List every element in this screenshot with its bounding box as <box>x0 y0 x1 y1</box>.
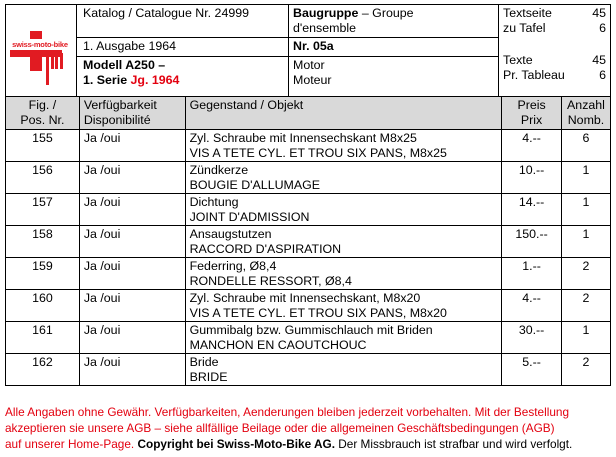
position-number: 157 <box>6 194 80 226</box>
texte-value: 45 <box>592 53 606 67</box>
table-row <box>6 354 611 386</box>
price: 10.-- <box>502 162 562 194</box>
position-number: 162 <box>6 354 80 386</box>
price: 5.-- <box>502 354 562 386</box>
copyright-notice: Copyright bei Swiss-Moto-Bike AG. <box>137 437 335 451</box>
table-row <box>6 258 611 290</box>
textseite-label: Textseite <box>503 6 552 20</box>
description: Bride BRIDE <box>185 354 502 386</box>
position-number: 156 <box>6 162 80 194</box>
quantity: 2 <box>561 354 610 386</box>
quantity: 1 <box>561 194 610 226</box>
series-line: 1. Serie Jg. 1964 <box>83 73 180 87</box>
price: 1.-- <box>502 258 562 290</box>
pr-tableau-value: 6 <box>599 68 606 82</box>
table-row <box>6 194 611 226</box>
zu-tafel-value: 6 <box>599 21 606 35</box>
price: 30.-- <box>502 322 562 354</box>
description: Zündkerze BOUGIE D'ALLUMAGE <box>185 162 502 194</box>
table-row <box>6 226 611 258</box>
header-divider <box>76 5 77 96</box>
texte-label: Texte <box>503 53 533 67</box>
series-year: Jg. 1964 <box>130 73 180 87</box>
availability: Ja /oui <box>79 130 185 162</box>
header-divider <box>76 56 498 57</box>
description: Ansaugstutzen RACCORD D'ASPIRATION <box>185 226 502 258</box>
disclaimer-line: akzeptieren sie unsere AGB – siehe allfällige Beilage oder die allgemeinen Geschäftsbedingungen (AGB) <box>5 421 555 435</box>
position-number: 159 <box>6 258 80 290</box>
price: 4.-- <box>502 290 562 322</box>
col-description: Gegenstand / Objekt <box>185 97 502 130</box>
col-fig: Fig. / Pos. Nr. <box>6 97 80 130</box>
description: Zyl. Schraube mit Innensechskant M8x25 VIS A TETE CYL. ET TROU SIX PANS, M8x25 <box>185 130 502 162</box>
availability: Ja /oui <box>79 354 185 386</box>
catalogue-number: Katalog / Catalogue Nr. 24999 <box>83 6 250 20</box>
availability: Ja /oui <box>79 322 185 354</box>
model-line: Modell A250 – <box>83 58 166 72</box>
textseite-value: 45 <box>592 6 606 20</box>
table-row <box>6 290 611 322</box>
assembly-group: Baugruppe – Groupe <box>293 6 414 20</box>
catalogue-header <box>5 4 611 97</box>
group-number: Nr. 05a <box>293 39 334 53</box>
quantity: 1 <box>561 162 610 194</box>
quantity: 2 <box>561 258 610 290</box>
swiss-moto-bike-logo: swiss-moto-bike <box>10 31 70 71</box>
edition: 1. Ausgabe 1964 <box>83 39 177 53</box>
description: Zyl. Schraube mit Innensechskant, M8x20 VIS A TETE CYL. ET TROU SIX PANS, M8x20 <box>185 290 502 322</box>
assembly-group-fr: d'ensemble <box>293 21 356 35</box>
header-divider <box>498 5 499 96</box>
position-number: 160 <box>6 290 80 322</box>
disclaimer-line: Alle Angaben ohne Gewähr. Verfügbarkeiten, Aenderungen bleiben jederzeit vorbehalten. Mit der Bestellung <box>5 405 570 419</box>
quantity: 2 <box>561 290 610 322</box>
table-row <box>6 130 611 162</box>
availability: Ja /oui <box>79 194 185 226</box>
table-header-row <box>6 97 611 130</box>
price: 14.-- <box>502 194 562 226</box>
description: Federring, Ø8,4 RONDELLE RESSORT, Ø8,4 <box>185 258 502 290</box>
table-row <box>6 322 611 354</box>
position-number: 155 <box>6 130 80 162</box>
copyright-line: auf unserer Home-Page. Copyright bei Swiss-Moto-Bike AG. Der Missbrauch ist strafbar und wird verfolgt. <box>5 437 573 451</box>
pr-tableau-label: Pr. Tableau <box>503 68 565 82</box>
position-number: 158 <box>6 226 80 258</box>
group-name-fr: Moteur <box>293 73 332 87</box>
availability: Ja /oui <box>79 258 185 290</box>
col-quantity: Anzahl Nomb. <box>561 97 610 130</box>
description: Dichtung JOINT D'ADMISSION <box>185 194 502 226</box>
col-price: Preis Prix <box>502 97 562 130</box>
table-row <box>6 162 611 194</box>
availability: Ja /oui <box>79 162 185 194</box>
parts-table <box>5 96 611 386</box>
col-availability: Verfügbarkeit Disponibilité <box>79 97 185 130</box>
quantity: 1 <box>561 322 610 354</box>
description: Gummibalg bzw. Gummischlauch mit Briden MANCHON EN CAOUTCHOUC <box>185 322 502 354</box>
zu-tafel-label: zu Tafel <box>503 21 546 35</box>
quantity: 1 <box>561 226 610 258</box>
price: 4.-- <box>502 130 562 162</box>
quantity: 6 <box>561 130 610 162</box>
header-divider <box>76 37 498 38</box>
position-number: 161 <box>6 322 80 354</box>
header-divider <box>288 5 289 96</box>
disclaimer-footer <box>5 404 613 452</box>
availability: Ja /oui <box>79 290 185 322</box>
price: 150.-- <box>502 226 562 258</box>
availability: Ja /oui <box>79 226 185 258</box>
group-name-de: Motor <box>293 58 325 72</box>
